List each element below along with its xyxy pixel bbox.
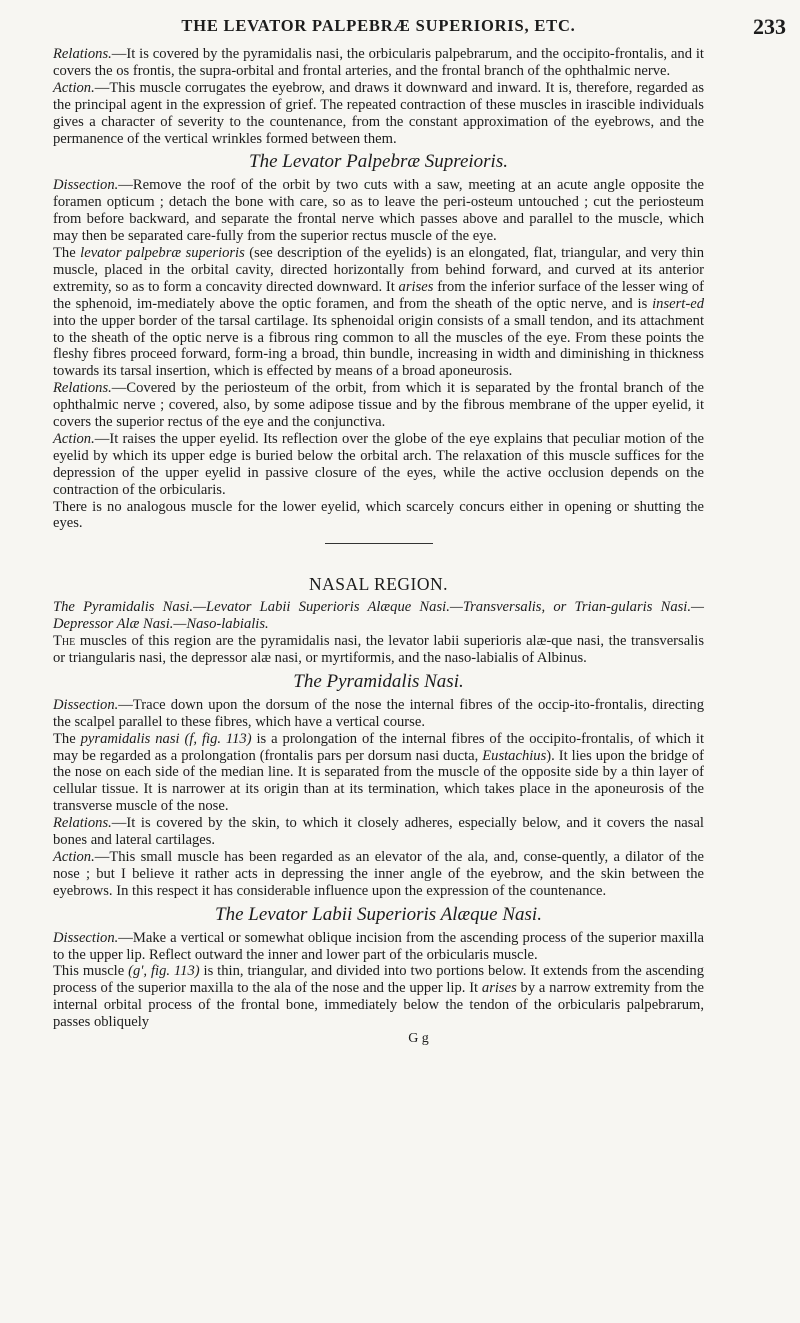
levator-labii-dissection bbox=[53, 930, 704, 964]
author-name: Eustachius bbox=[482, 747, 547, 764]
corrugator-relations-paragraph bbox=[53, 46, 704, 80]
dissection-text: —Make a vertical or somewhat oblique incision from the ascending process of the superior maxilla to the upper lip. Reflect outward the inner and lower part of the orbicularis muscle. bbox=[53, 929, 704, 963]
arises-term: arises bbox=[481, 980, 517, 997]
section-divider bbox=[325, 543, 433, 544]
levator-palpebrae-description bbox=[53, 245, 704, 380]
dissection-text: —Trace down upon the dorsum of the nose the internal fibres of the occip-ito-frontalis, directing the scalpel parallel to these fibres, which have a vertical course. bbox=[53, 696, 704, 730]
pyramidalis-description bbox=[53, 731, 704, 816]
muscle-name: pyramidalis nasi bbox=[80, 730, 180, 747]
desc-part-a: is a prolongation of the internal fibres of the occipito-frontalis, of which it may be regarded as a prolongation (frontalis pars per dorsum nasi ducta, bbox=[53, 730, 705, 764]
page-body bbox=[53, 46, 704, 1048]
figure-reference: (g', fig. 113) bbox=[128, 963, 200, 980]
levator-palpebrae-heading: The Levator Palpebræ Supreioris. bbox=[249, 151, 508, 173]
desc-part-c: into the upper border of the tarsal cartilage. Its sphenoidal origin consists of a small tendon, and its attachment to the sheath of the optic nerve is a fibrous ring common to all the muscles of the eye. From these points the fleshy fibres proceed forward, form-ing a broad, thin bundle, increasing in width and diminishing in thickness towards its tarsal insertion, which is effected by means of a broad aponeurosis. bbox=[53, 312, 704, 380]
action-lead: Action. bbox=[53, 430, 95, 447]
nasal-region-heading: NASAL REGION. bbox=[308, 574, 449, 595]
desc-the: The bbox=[53, 730, 81, 747]
arises-term: arises bbox=[398, 278, 434, 295]
desc-part-b: from the inferior surface of the lesser wing of the sphenoid, im-mediately above the optic foramen, and from the sheath of the optic nerve, and is bbox=[53, 278, 704, 312]
desc-the: The bbox=[53, 244, 81, 261]
pyramidalis-heading: The Pyramidalis Nasi. bbox=[293, 670, 464, 692]
dissection-lead: Dissection. bbox=[53, 177, 119, 194]
dissection-lead: Dissection. bbox=[53, 696, 119, 713]
running-head bbox=[53, 14, 786, 46]
levator-palpebrae-closing: There is no analogous muscle for the lower eyelid, which scarcely concurs either in opening or shutting the eyes. bbox=[53, 498, 704, 532]
action-text: —This small muscle has been regarded as an elevator of the ala, and, conse-quently, a dilator of the nose ; but I believe it rather acts in depressing the inner angle of the eyebrow, and the skin between the eyebrows. In this respect it has considerable influence upon the expression of the countenance. bbox=[53, 848, 704, 899]
relations-text: —It is covered by the skin, to which it closely adheres, especially below, and it covers the nasal bones and lateral cartilages. bbox=[53, 815, 704, 849]
relations-text: —It is covered by the pyramidalis nasi, the orbicularis palpebrarum, and the occipito-frontalis, and it covers the os frontis, the supra-orbital and frontal arteries, and the frontal branch of the ophthalmic nerve. bbox=[53, 46, 704, 79]
dissection-text: —Remove the roof of the orbit by two cuts with a saw, meeting at an acute angle opposite the foramen opticum ; detach the bone with care, so as to leave the peri-osteum untouched ; cut the periosteum from before backward, and separate the frontal nerve which passes above and parallel to the muscle, which may then be separated care-fully from the superior rectus muscle of the eye. bbox=[53, 177, 704, 245]
levator-palpebrae-action bbox=[53, 431, 704, 499]
corrugator-action-paragraph bbox=[53, 80, 704, 148]
relations-text: —Covered by the periosteum of the orbit, from which it is separated by the frontal branch of the ophthalmic nerve ; covered, also, by some adipose tissue and by the fibrous membrane of the upper eyelid, it covers the superior rectus of the eye and the conjunctiva. bbox=[53, 380, 704, 431]
relations-lead: Relations. bbox=[53, 46, 112, 62]
desc-part-a: (see description of the eyelids) is an elongated, flat, triangular, and very thin muscle, placed in the orbital cavity, directed horizontally from behind forward, and curved at its anterior extremity, so as to form a concavity directed downward. It bbox=[53, 244, 704, 295]
action-lead: Action. bbox=[53, 79, 95, 96]
pyramidalis-dissection bbox=[53, 697, 704, 731]
page-number: 233 bbox=[753, 14, 786, 39]
desc-part-b: ). It lies upon the bridge of the nose on each side of the median line. It is separated from the muscle of the opposite side by a thin layer of cellular tissue. It is narrower at its origin than at its termination, which takes place in the aponeurosis of the transverse muscle of the nose. bbox=[53, 747, 704, 815]
desc-part-b: is thin, triangular, and divided into two portions below. It extends from the ascending process of the superior maxilla to the ala of the nose and the upper lip. It bbox=[53, 963, 704, 997]
running-title: THE LEVATOR PALPEBRÆ SUPERIORIS, ETC. bbox=[181, 16, 576, 35]
dissection-lead: Dissection. bbox=[53, 929, 119, 946]
pyramidalis-action bbox=[53, 849, 704, 900]
levator-labii-heading: The Levator Labii Superioris Alæque Nasi. bbox=[215, 903, 542, 925]
pyramidalis-relations bbox=[53, 815, 704, 849]
figure-reference: (f, fig. 113) bbox=[179, 730, 252, 747]
levator-labii-description bbox=[53, 963, 704, 1031]
levator-palpebrae-relations bbox=[53, 380, 704, 431]
action-lead: Action. bbox=[53, 848, 95, 865]
desc-part-c: by a narrow extremity from the internal orbital process of the frontal bone, immediately below the tendon of the orbicularis palpebrarum, passes obliquely bbox=[53, 980, 704, 1031]
inserted-term: insert-ed bbox=[652, 295, 704, 312]
relations-lead: Relations. bbox=[53, 380, 112, 397]
muscle-name: levator palpebræ superioris bbox=[80, 244, 245, 261]
nasal-region-intro bbox=[53, 633, 704, 667]
action-text: —It raises the upper eyelid. Its reflection over the globe of the eye explains that peculiar motion of the eyelid by which its upper edge is buried below the orbital arch. The relaxation of this muscle suffices for the depression of the upper eyelid in passive closure of the eyes, while the active occlusion depends on the contraction of the orbicularis. bbox=[53, 430, 704, 498]
levator-palpebrae-dissection bbox=[53, 177, 704, 245]
intro-text: muscles of this region are the pyramidalis nasi, the levator labii superioris alæ-que nasi, the transversalis or triangularis nasi, the depressor alæ nasi, or myrtiformis, and the naso-labialis of Albinus. bbox=[53, 633, 704, 666]
intro-the: The bbox=[53, 633, 76, 650]
desc-part-a: This muscle bbox=[53, 963, 129, 980]
signature-mark: G g bbox=[408, 1031, 429, 1047]
relations-lead: Relations. bbox=[53, 815, 112, 832]
action-text: —This muscle corrugates the eyebrow, and draws it downward and inward. It is, therefore, regarded as the principal agent in the expression of grief. The repeated contraction of these muscles in irascible individuals gives a character of severity to the countenance, from the constant approximation of the eyebrows, and the permanence of the vertical wrinkles formed between them. bbox=[53, 79, 704, 147]
nasal-region-subhead: The Pyramidalis Nasi.—Levator Labii Superioris Alæque Nasi.—Transversalis, or Trian-gularis Nasi.—Depressor Alæ Nasi.—Naso-labialis. bbox=[53, 599, 704, 633]
